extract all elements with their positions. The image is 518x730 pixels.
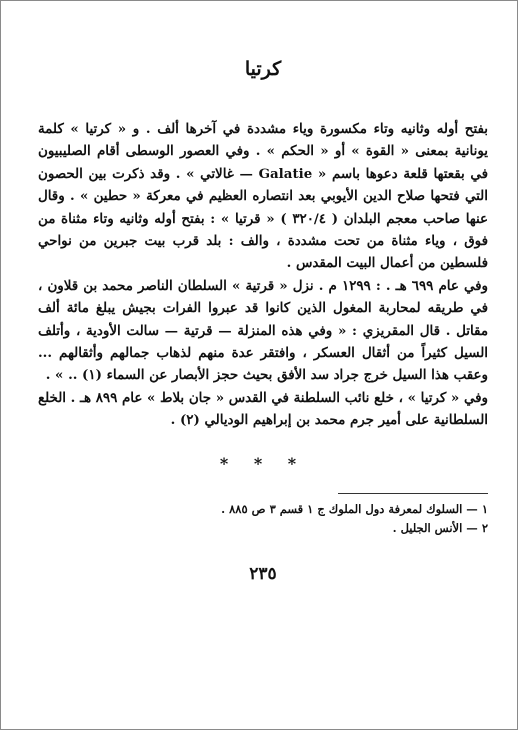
paragraph-2: وفي عام ٦٩٩ هـ . : ١٢٩٩ م . نزل « قرتية » السلطان الناصر محمد بن قلاون ، في طريقه لمحاربة المغول الذين كانوا قد عبروا الفرات بجيش يبلغ مائة ألف مقاتل . قال المقريزي : « وفي هذه المنزلة — قرتية — سالت الأودية ، وأتلف السيل كثيراً من أثقال العسكر ، وافتقر عدة منهم لذهاب جمالهم وأثقالهم ... وعقب هذا السيل خرج جراد سد الأفق بحيث حجز الأبصار عن السماء (١) .. » . [38, 277, 488, 384]
paragraph-3: وفي « كرتيا » ، خلع نائب السلطنة في القدس « جان بلاط » عام ٨٩٩ هـ . الخلع السلطانية على أمير جرم محمد بن إبراهيم الوديالي (٢) . [38, 389, 489, 429]
page-number: ٢٣٥ [249, 563, 277, 584]
section-separator: * * * [219, 453, 307, 473]
page-title: كرتيا [244, 58, 282, 80]
footnote-2: ٢ — الأنس الجليل . [392, 520, 488, 535]
document-page [38, 40, 488, 584]
paragraph-1: بفتح أوله وثانيه وتاء مكسورة وياء مشددة في آخرها ألف . و « كرتيا » كلمة يونانية بمعنى « القوة » أو « الحكم » . وفي العصور الوسطى أقام الصليبيون في بقعتها قلعة دعوها باسم « Galatie — غالاتي » . وقد ذكرت بين الحصون التي فتحها صلاح الدين الأيوبي بعد انتصاره العظيم في معركة « حطين » . وقال عنها صاحب معجم البلدان ( ٣٢٠/٤ ) « قرتيا » : بفتح أوله وثانيه وتاء مثناة من فوق ، وياء مثناة من تحت مشددة ، والف : بلد قرب بيت جبرين من نواحي فلسطين من أعمال البيت المقدس . [38, 121, 488, 272]
footnote-rule [338, 493, 488, 494]
footnote-1: ١ — السلوك لمعرفة دول الملوك ج ١ قسم ٣ ص ٨٨٥ . [221, 501, 488, 516]
